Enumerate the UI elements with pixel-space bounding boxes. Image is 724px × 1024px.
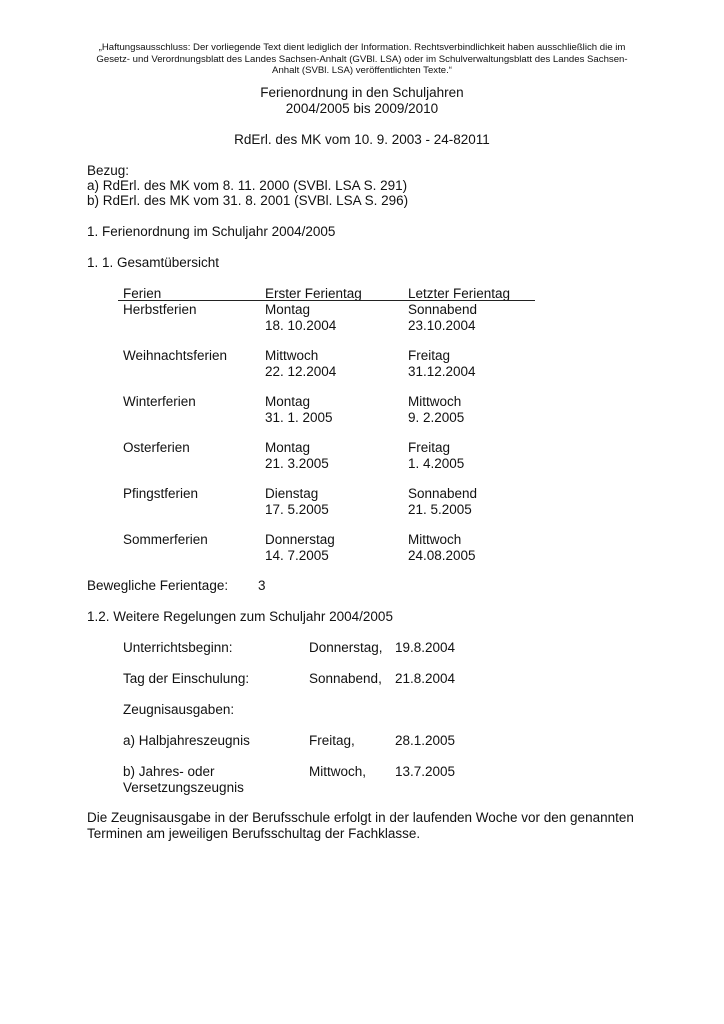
end-date: 31.12.2004 [408, 364, 476, 379]
regulation-label: Tag der Einschulung: [123, 671, 250, 686]
holiday-name: Winterferien [123, 394, 196, 409]
regulation-label: a) Halbjahreszeugnis [123, 733, 250, 748]
start-date: 31. 1. 2005 [265, 410, 333, 425]
table-header-last-day: Letzter Ferientag [408, 286, 511, 301]
regulation-day: Donnerstag, [309, 640, 383, 655]
closing-paragraph: Die Zeugnisausgabe in der Berufsschule erfolgt in der laufenden Woche vor den genannten Terminen am jeweiligen Berufsschultag der Fachklasse. [87, 810, 634, 841]
holiday-name: Pfingstferien [123, 486, 199, 501]
section-1-heading: 1. Ferienordnung im Schuljahr 2004/2005 [87, 224, 336, 239]
holiday-name: Herbstferien [123, 302, 197, 317]
start-day: Dienstag [265, 486, 319, 501]
holiday-name: Osterferien [123, 440, 190, 455]
holiday-name: Weihnachtsferien [123, 348, 228, 363]
document-title-line-1: Ferienordnung in den Schuljahren [260, 85, 464, 100]
regulation-day: Mittwoch, [309, 764, 367, 779]
section-1-1-heading: 1. 1. Gesamtübersicht [87, 255, 220, 270]
start-date: 21. 3.2005 [265, 456, 329, 471]
start-date: 14. 7.2005 [265, 548, 329, 563]
end-day: Freitag [408, 348, 451, 363]
regulation-label: Unterrichtsbeginn: [123, 640, 233, 655]
start-date: 22. 12.2004 [265, 364, 337, 379]
section-1-2-heading: 1.2. Weitere Regelungen zum Schuljahr 2004/2005 [87, 609, 393, 624]
end-day: Sonnabend [408, 302, 478, 317]
decree-reference: RdErl. des MK vom 10. 9. 2003 - 24-82011 [234, 132, 490, 147]
bezug-item-a: a) RdErl. des MK vom 8. 11. 2000 (SVBl. LSA S. 291) [87, 178, 408, 193]
end-day: Mittwoch [408, 394, 462, 409]
holiday-name: Sommerferien [123, 532, 208, 547]
regulation-label: Zeugnisausgaben: [123, 702, 235, 717]
end-date: 24.08.2005 [408, 548, 476, 563]
start-date: 18. 10.2004 [265, 318, 337, 333]
regulation-label: b) Jahres- oder Versetzungszeugnis [123, 764, 244, 795]
start-day: Montag [265, 394, 311, 409]
start-day: Montag [265, 440, 311, 455]
end-day: Sonnabend [408, 486, 478, 501]
end-date: 23.10.2004 [408, 318, 476, 333]
regulation-date: 19.8.2004 [395, 640, 456, 655]
start-day: Montag [265, 302, 311, 317]
movable-days-label: Bewegliche Ferientage: [87, 578, 229, 593]
table-header-ferien: Ferien [123, 286, 162, 301]
regulation-date: 21.8.2004 [395, 671, 456, 686]
end-date: 1. 4.2005 [408, 456, 465, 471]
start-day: Donnerstag [265, 532, 335, 547]
bezug-heading: Bezug: [87, 163, 130, 178]
end-day: Freitag [408, 440, 451, 455]
disclaimer-text: „Haftungsausschluss: Der vorliegende Text dient lediglich der Information. Rechtsverbindlichkeit haben ausschließlich die im Gesetz- und Verordnungsblatt des Landes Sachsen-Anhalt (GVBl. LSA) oder im Schulverwaltungsblatt des Landes Sachsen- Anhalt (SVBl. LSA) veröffentlichten Texte.“ [96, 42, 628, 76]
regulation-date: 13.7.2005 [395, 764, 456, 779]
table-header-rule [118, 300, 535, 301]
start-date: 17. 5.2005 [265, 502, 329, 517]
table-header-first-day: Erster Ferientag [265, 286, 362, 301]
movable-days-value: 3 [258, 578, 266, 593]
end-day: Mittwoch [408, 532, 462, 547]
end-date: 9. 2.2005 [408, 410, 465, 425]
end-date: 21. 5.2005 [408, 502, 472, 517]
document-title-line-2: 2004/2005 bis 2009/2010 [285, 101, 439, 116]
regulation-date: 28.1.2005 [395, 733, 456, 748]
regulation-day: Sonnabend, [309, 671, 382, 686]
bezug-item-b: b) RdErl. des MK vom 31. 8. 2001 (SVBl. LSA S. 296) [87, 193, 409, 208]
start-day: Mittwoch [265, 348, 319, 363]
regulation-day: Freitag, [309, 733, 355, 748]
